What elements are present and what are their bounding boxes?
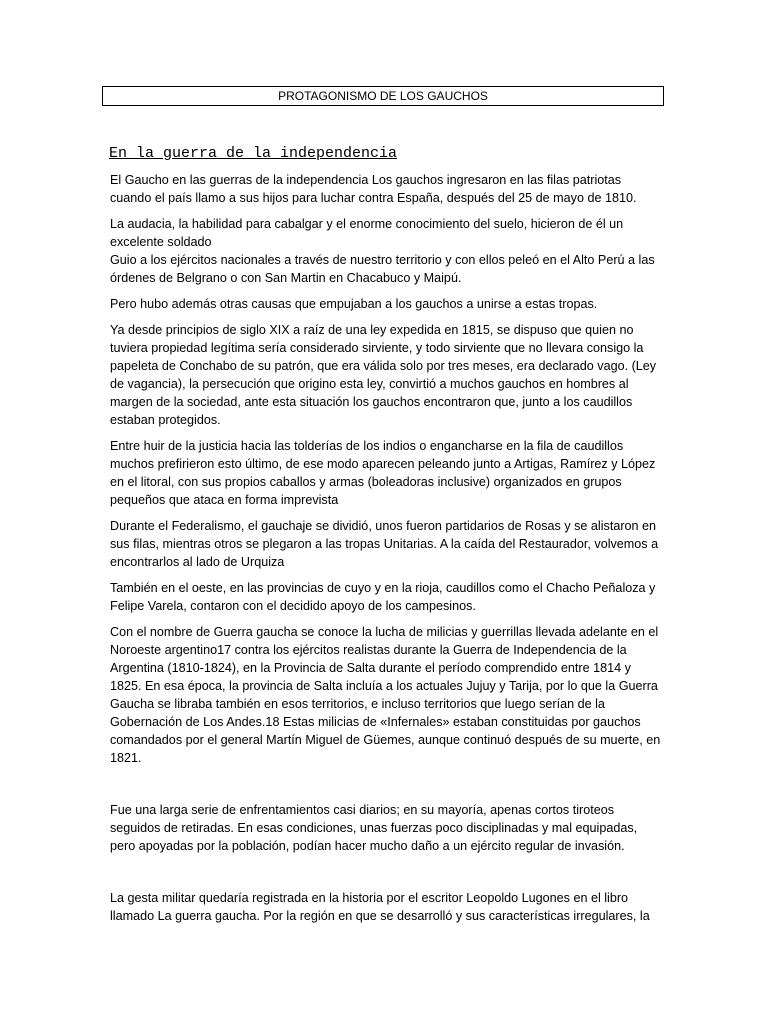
paragraph: Fue una larga serie de enfrentamientos casi diarios; en su mayoría, apenas cortos tiroteos seguidos de retiradas. En esas condiciones, unas fuerzas poco disciplinadas y mal equipadas, pero apoyadas por la población, podían hacer mucho daño a un ejército regular de invasión. [110,803,638,853]
paragraph: La gesta militar quedaría registrada en la historia por el escritor Leopoldo Lugones en el libro llamado La guerra gaucha. Por la región en que se desarrolló y sus características irregulares, la [110,891,650,923]
paragraph: Pero hubo además otras causas que empujaban a los gauchos a unirse a estas tropas. [110,297,598,311]
paragraph: Guio a los ejércitos nacionales a través de nuestro territorio y con ellos peleó en el Alto Perú a las órdenes de Belgrano o con San Martin en Chacabuco y Maipú. [110,253,655,285]
document-title: PROTAGONISMO DE LOS GAUCHOS [102,86,664,106]
paragraph: También en el oeste, en las provincias de cuyo y en la rioja, caudillos como el Chacho Peñaloza y Felipe Varela, contaron con el decidido apoyo de los campesinos. [110,581,656,613]
paragraph: Con el nombre de Guerra gaucha se conoce la lucha de milicias y guerrillas llevada adelante en el Noroeste argentino17 contra los ejércitos realistas durante la Guerra de Independencia de la Argentina (1810-1824), en la Provincia de Salta durante el período comprendido entre 1814 y 1825. En esa época, la provincia de Salta incluía a los actuales Jujuy y Tarija, por lo que la Guerra Gaucha se libraba también en esos territorios, e incluso territorios que luego serían de la Gobernación de Los Andes.18 Estas milicias de «Infernales» estaban constituidas por gauchos comandados por el general Martín Miguel de Güemes, aunque continuó después de su muerte, en 1821. [110,625,661,765]
paragraph: La audacia, la habilidad para cabalgar y el enorme conocimiento del suelo, hicieron de él un excelente soldado [110,217,624,249]
paragraph: Durante el Federalismo, el gauchaje se dividió, unos fueron partidarios de Rosas y se alistaron en sus filas, mientras otros se plegaron a las tropas Unitarias. A la caída del Restaurador, volvemos a encontrarlos al lado de Urquiza [110,519,659,569]
paragraph: Entre huir de la justicia hacia las tolderías de los indios o engancharse en la fila de caudillos muchos prefirieron esto último, de ese modo aparecen peleando junto a Artigas, Ramírez y López en el litoral, con sus propios caballos y armas (boleadoras inclusive) organizados en grupos pequeños que ataca en forma imprevista [110,439,656,507]
paragraph: El Gaucho en las guerras de la independencia Los gauchos ingresaron en las filas patriotas cuando el país llamo a sus hijos para luchar contra España, después del 25 de mayo de 1810. [110,173,637,205]
paragraph: Ya desde principios de siglo XIX a raíz de una ley expedida en 1815, se dispuso que quien no tuviera propiedad legítima sería considerado sirviente, y todo sirviente que no llevara consigo la papeleta de Conchabo de su patrón, que era válida solo por tres meses, era declarado vago. (Ley de vagancia), la persecución que origino esta ley, convirtió a muchos gauchos en hombres al margen de la sociedad, ante esta situación los gauchos encontraron que, junto a los caudillos estaban protegidos. [110,323,657,427]
section-heading: En la guerra de la independencia [109,145,398,162]
document-body [110,171,662,933]
